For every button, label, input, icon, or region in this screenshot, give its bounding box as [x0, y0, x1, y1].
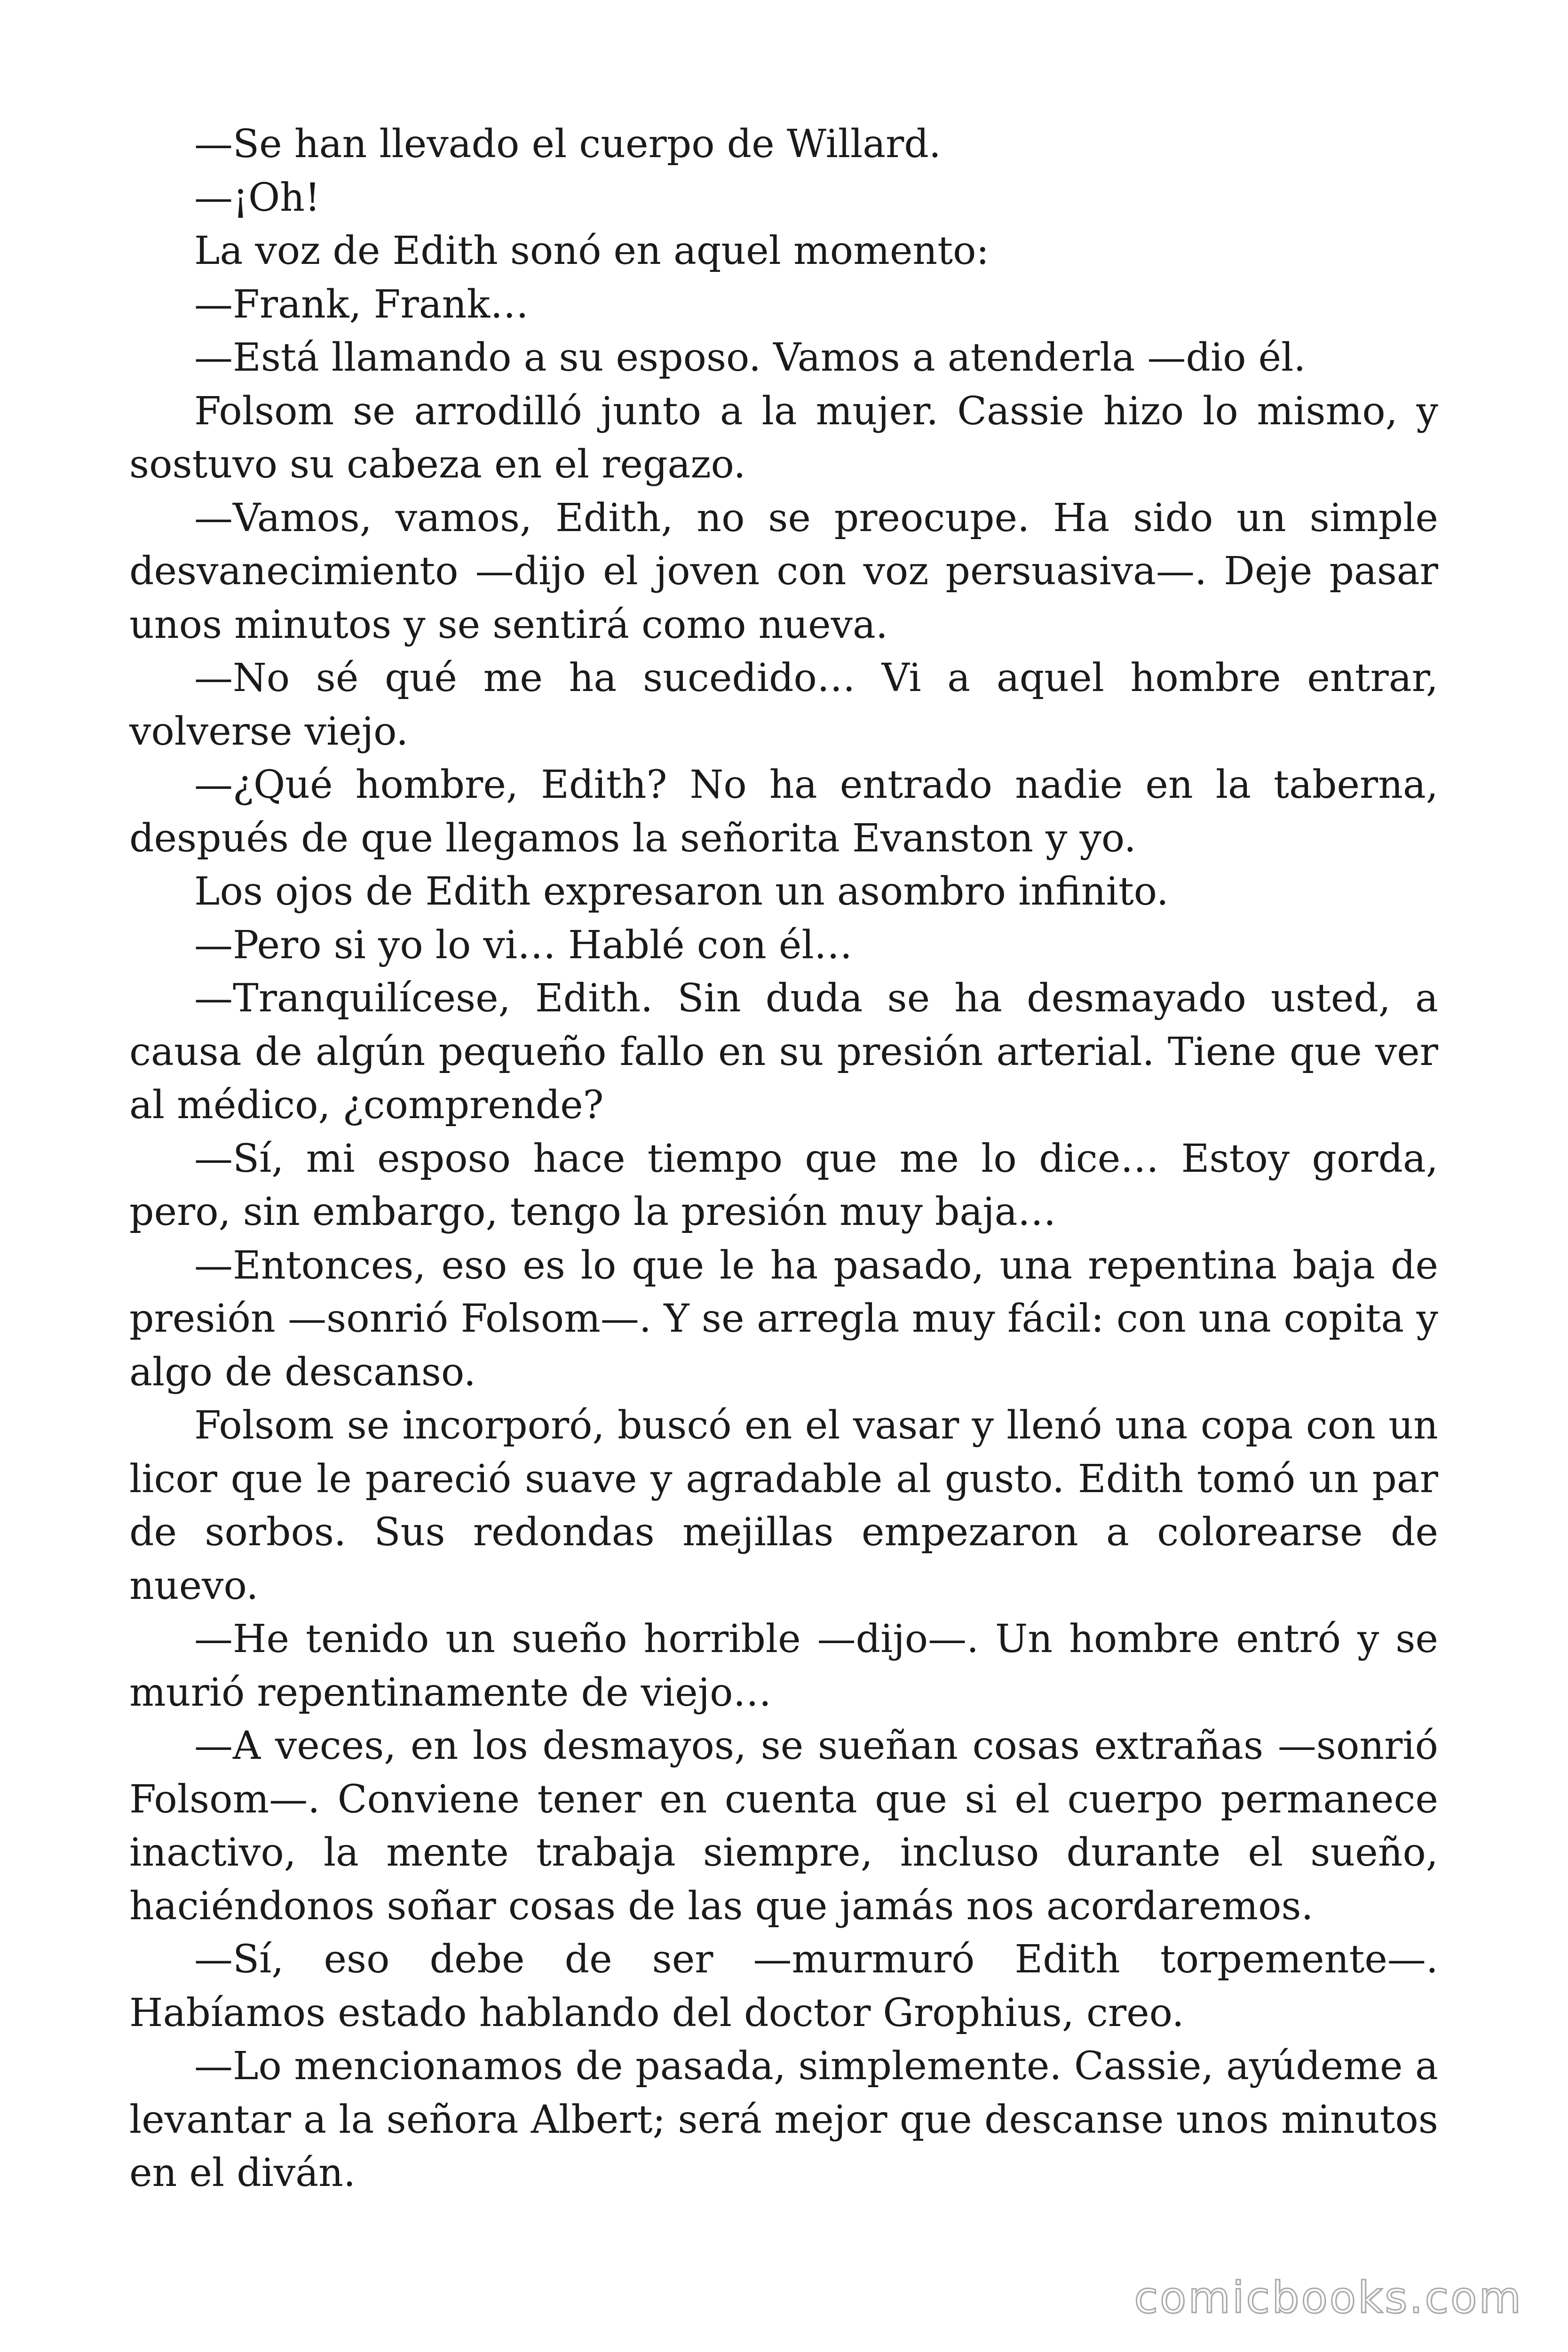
- paragraph: —Lo mencionamos de pasada, simplemente. Cassie, ayúdeme a levantar a la señora Albert; será mejor que descanse unos minutos en el diván.: [129, 2044, 1438, 2195]
- watermark: comicbooks.com: [1134, 2273, 1523, 2323]
- paragraph: Los ojos de Edith expresaron un asombro infinito.: [194, 869, 1169, 914]
- paragraph: —Entonces, eso es lo que le ha pasado, una repentina baja de presión —sonrió Folsom—. Y se arregla muy fácil: con una copita y algo de descanso.: [129, 1243, 1438, 1395]
- paragraph: Folsom se incorporó, buscó en el vasar y llenó una copa con un licor que le pareció suave y agradable al gusto. Edith tomó un par de sorbos. Sus redondas mejillas empezaron a colorearse de nuevo.: [129, 1403, 1438, 1608]
- paragraph: La voz de Edith sonó en aquel momento:: [194, 229, 990, 273]
- paragraph: —No sé qué me ha sucedido… Vi a aquel hombre entrar, volverse viejo.: [129, 656, 1438, 754]
- paragraph: —He tenido un sueño horrible —dijo—. Un hombre entró y se murió repentinamente de viejo…: [129, 1617, 1438, 1715]
- paragraph: —Pero si yo lo vi… Hablé con él…: [194, 922, 853, 968]
- paragraph: —¡Oh!: [194, 175, 320, 220]
- paragraph: —Frank, Frank…: [194, 282, 529, 327]
- paragraph: —Se han llevado el cuerpo de Willard.: [194, 122, 941, 167]
- paragraph: Folsom se arrodilló junto a la mujer. Cassie hizo lo mismo, y sostuvo su cabeza en el regazo.: [129, 389, 1438, 487]
- paragraph: —Sí, eso debe de ser —murmuró Edith torpemente—. Habíamos estado hablando del doctor Grophius, creo.: [129, 1937, 1438, 2035]
- paragraph: —Tranquilícese, Edith. Sin duda se ha desmayado usted, a causa de algún pequeño fallo en su presión arterial. Tiene que ver al médico, ¿comprende?: [129, 976, 1438, 1128]
- paragraph: —Está llamando a su esposo. Vamos a atenderla —dio él.: [194, 335, 1306, 380]
- paragraph: —Vamos, vamos, Edith, no se preocupe. Ha sido un simple desvanecimiento —dijo el joven con voz persuasiva—. Deje pasar unos minutos y se sentirá como nueva.: [129, 495, 1438, 647]
- paragraph: —A veces, en los desmayos, se sueñan cosas extrañas —sonrió Folsom—. Conviene tener en cuenta que si el cuerpo permanece inactivo, la mente trabaja siempre, incluso durante el sueño, haciéndonos soñar cosas de las que jamás nos acordaremos.: [129, 1724, 1438, 1929]
- page-body: [129, 118, 1438, 2200]
- paragraph: —Sí, mi esposo hace tiempo que me lo dice… Estoy gorda, pero, sin embargo, tengo la presión muy baja…: [129, 1136, 1438, 1234]
- paragraph: —¿Qué hombre, Edith? No ha entrado nadie en la taberna, después de que llegamos la señorita Evanston y yo.: [129, 763, 1438, 861]
